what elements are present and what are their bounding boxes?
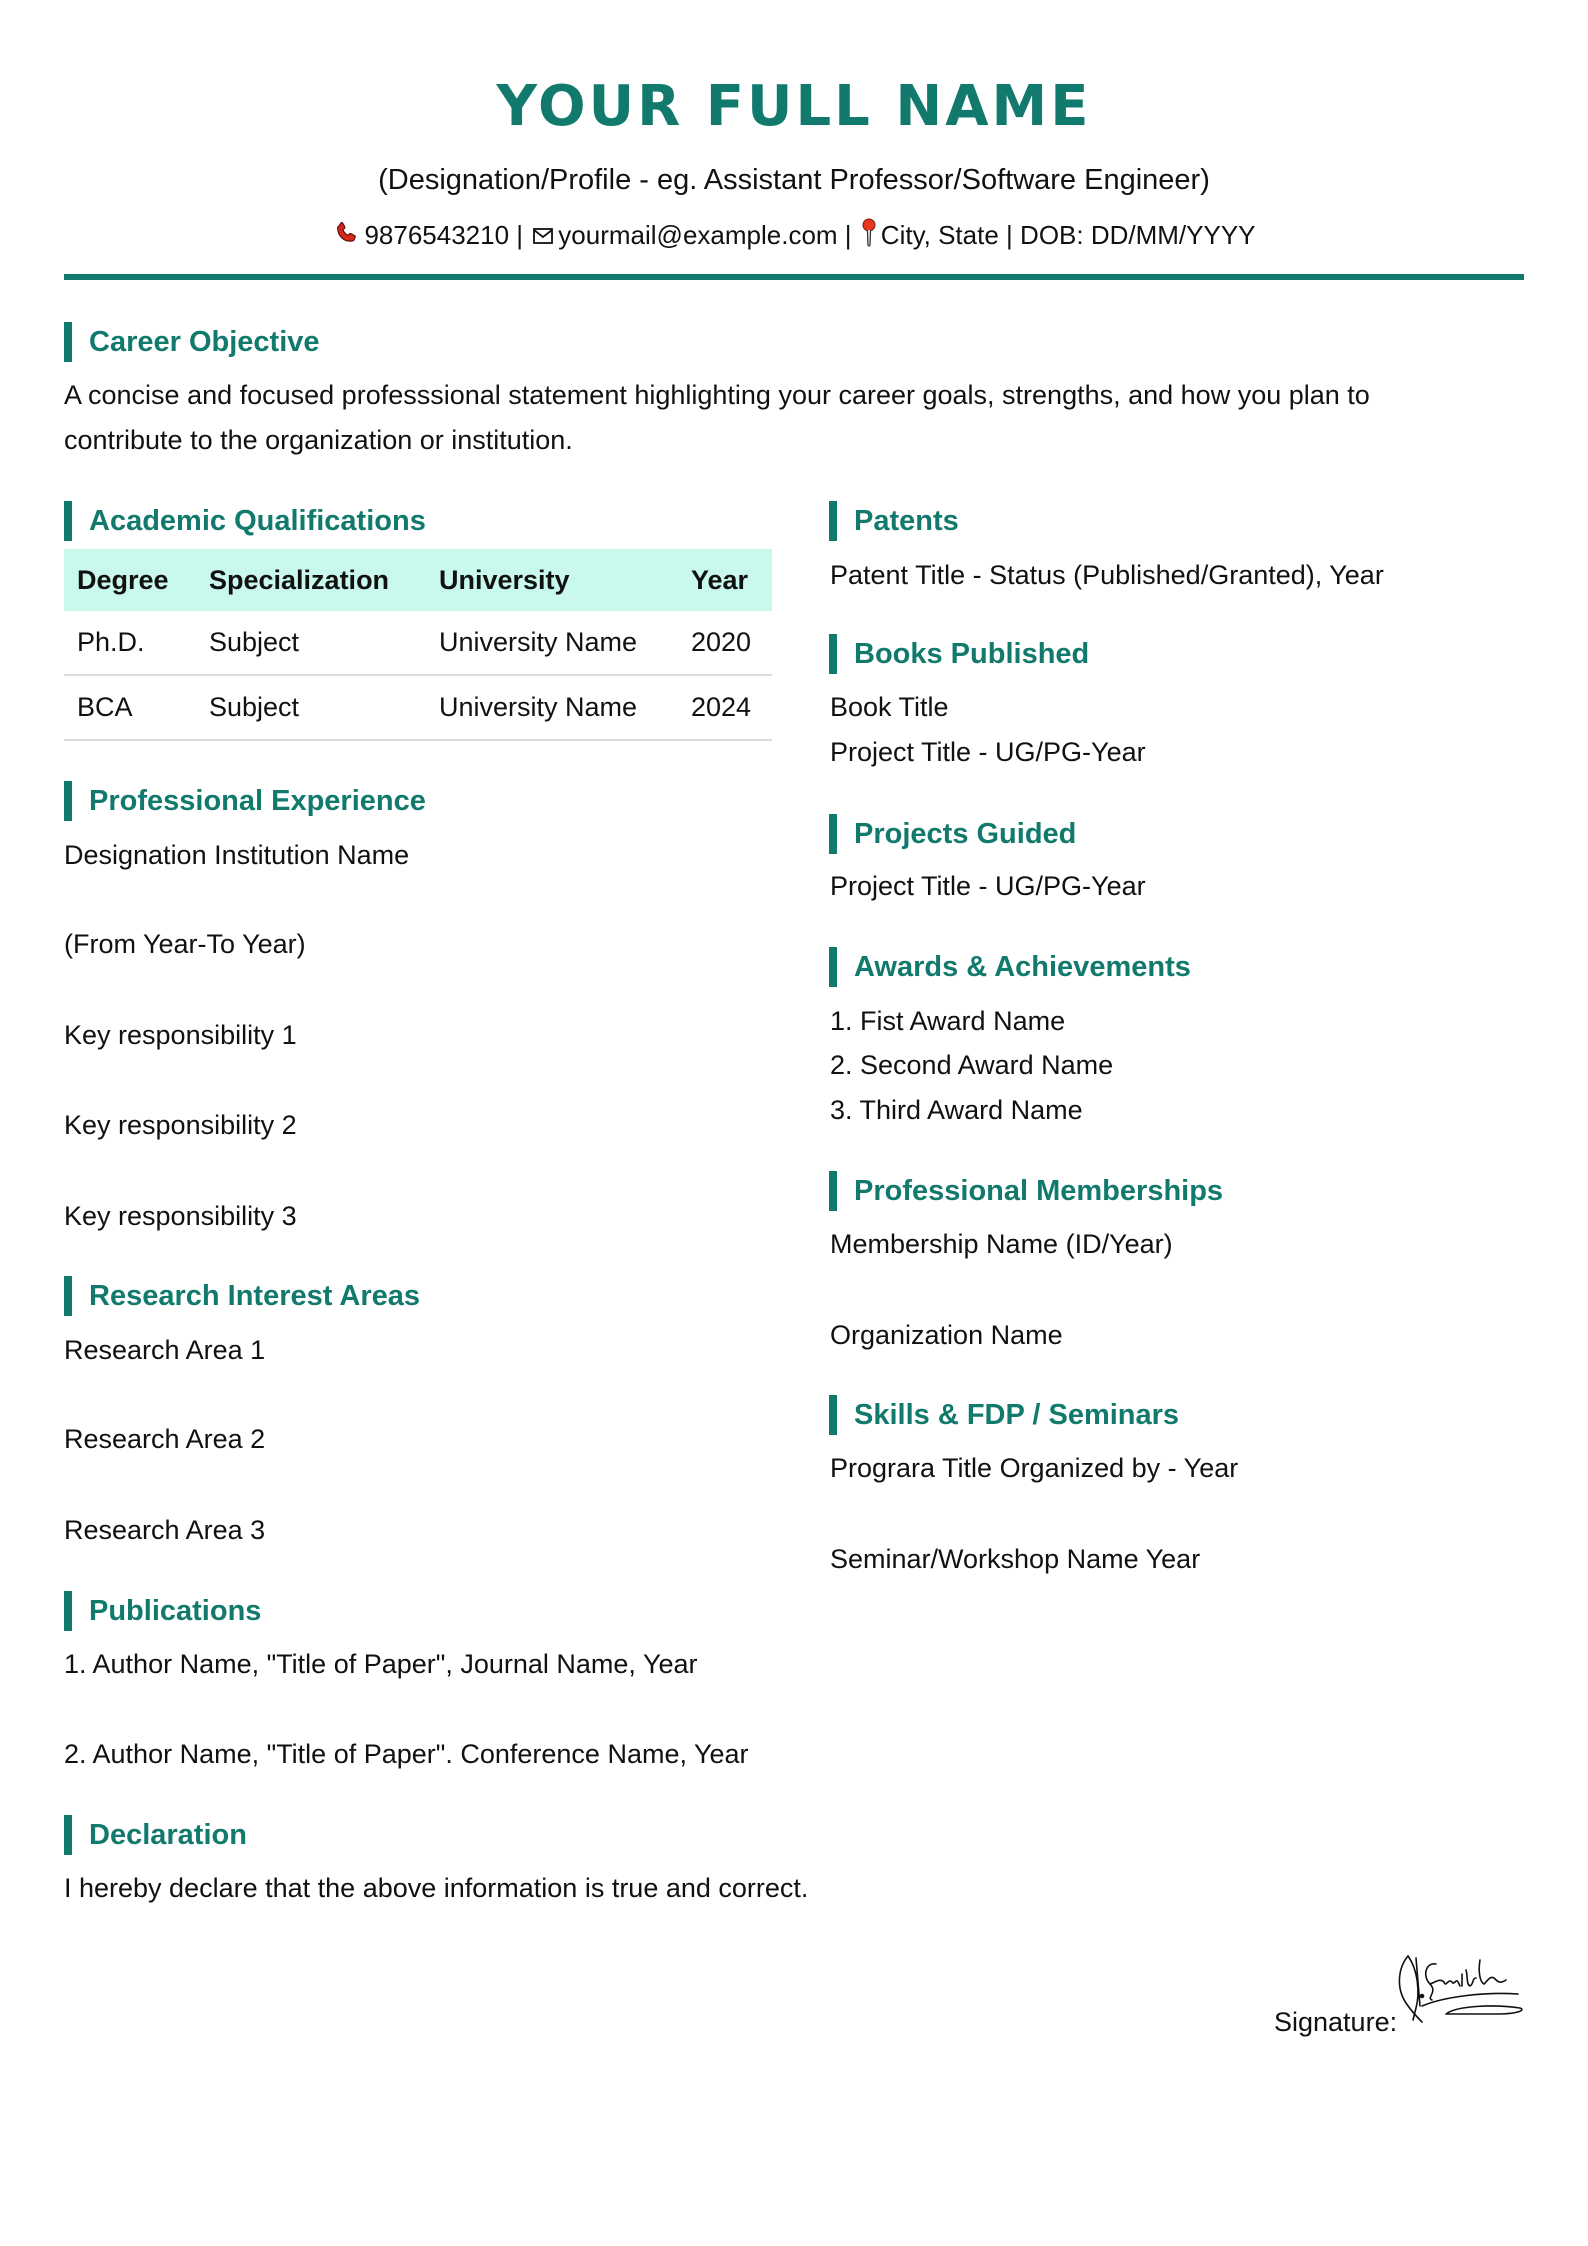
cell-specialization: Subject — [196, 675, 426, 740]
experience-item: Designation Institution Name — [64, 840, 410, 870]
section-publications — [64, 1591, 261, 1631]
signature-label: Signature: — [1274, 2007, 1398, 2037]
award-item: 3. Third Award Name — [830, 1095, 1083, 1125]
column-header-year: Year — [678, 549, 772, 611]
membership-item: Membership Name (ID/Year) — [830, 1229, 1173, 1259]
table-header-row — [64, 549, 772, 611]
cell-year: 2024 — [678, 675, 772, 740]
publication-item: 2. Author Name, "Title of Paper". Conference Name, Year — [64, 1739, 749, 1769]
phone-number: 9876543210 — [364, 220, 510, 250]
email-address: yourmail@example.com — [558, 220, 838, 250]
map-pin-icon — [861, 218, 877, 257]
section-title: Professional Memberships — [854, 1174, 1224, 1207]
designation: (Designation/Profile - eg. Assistant Professor/Software Engineer) — [378, 164, 1210, 196]
column-header-degree: Degree — [64, 549, 196, 611]
project-item: Project Title - UG/PG-Year — [830, 871, 1146, 901]
section-career-objective — [64, 322, 320, 362]
signature-image — [1396, 1948, 1536, 2032]
cell-year: 2020 — [678, 611, 772, 675]
experience-item: Key responsibility 3 — [64, 1201, 297, 1231]
declaration-text: I hereby declare that the above information is true and correct. — [64, 1873, 809, 1903]
section-accent-bar — [829, 947, 837, 987]
section-title: Academic Qualifications — [89, 504, 426, 537]
section-skills-seminars — [829, 1395, 1179, 1435]
section-accent-bar — [64, 1591, 72, 1631]
cell-degree: BCA — [64, 675, 196, 740]
section-title: Patents — [854, 504, 959, 537]
book-item: Book Title — [830, 692, 949, 722]
objective-line: A concise and focused professsional statement highlighting your career goals, strengths, and how you plan to — [64, 380, 1370, 410]
section-title: Declaration — [89, 1818, 247, 1851]
section-title: Research Interest Areas — [89, 1279, 420, 1312]
membership-item: Organization Name — [830, 1320, 1063, 1350]
patent-item: Patent Title - Status (Published/Granted), Year — [830, 560, 1384, 590]
section-accent-bar — [64, 1276, 72, 1316]
location: City, State — [880, 220, 999, 250]
column-header-specialization: Specialization — [196, 549, 426, 611]
award-item: 1. Fist Award Name — [830, 1006, 1066, 1036]
section-accent-bar — [64, 1815, 72, 1855]
section-title: Books Published — [854, 637, 1090, 670]
envelope-icon — [532, 219, 554, 255]
table-row — [64, 675, 772, 740]
publication-item: 1. Author Name, "Title of Paper", Journal Name, Year — [64, 1649, 698, 1679]
research-item: Research Area 1 — [64, 1335, 266, 1365]
date-of-birth: DOB: DD/MM/YYYY — [1020, 220, 1256, 250]
section-title: Awards & Achievements — [854, 950, 1191, 983]
section-professional-experience — [64, 781, 426, 821]
section-accent-bar — [64, 501, 72, 541]
section-declaration — [64, 1815, 247, 1855]
research-item: Research Area 3 — [64, 1515, 266, 1545]
academic-table — [64, 549, 772, 741]
section-accent-bar — [829, 634, 837, 674]
book-item: Project Title - UG/PG-Year — [830, 737, 1146, 767]
section-title: Career Objective — [89, 325, 320, 358]
cell-university: University Name — [426, 611, 678, 675]
table-row — [64, 611, 772, 675]
section-title: Skills & FDP / Seminars — [854, 1398, 1180, 1431]
award-item: 2. Second Award Name — [830, 1050, 1114, 1080]
cell-specialization: Subject — [196, 611, 426, 675]
section-title: Projects Guided — [854, 817, 1077, 850]
column-header-university: University — [426, 549, 678, 611]
phone-icon — [334, 219, 360, 255]
skill-item: Seminar/Workshop Name Year — [830, 1544, 1201, 1574]
section-projects-guided — [829, 814, 1076, 854]
research-item: Research Area 2 — [64, 1424, 266, 1454]
section-title: Professional Experience — [89, 784, 426, 817]
cell-degree: Ph.D. — [64, 611, 196, 675]
skill-item: Prograra Title Organized by - Year — [830, 1453, 1239, 1483]
section-accent-bar — [829, 1395, 837, 1435]
section-research-interest-areas — [64, 1276, 420, 1316]
section-accent-bar — [829, 814, 837, 854]
experience-item: Key responsibility 1 — [64, 1020, 297, 1050]
objective-line: contribute to the organization or institution. — [64, 425, 573, 455]
section-patents — [829, 501, 959, 541]
section-awards-achievements — [829, 947, 1191, 987]
section-title: Publications — [89, 1594, 262, 1627]
section-accent-bar — [829, 1171, 837, 1211]
header-divider — [64, 274, 1524, 280]
section-accent-bar — [64, 322, 72, 362]
section-academic-qualifications — [64, 501, 426, 541]
section-accent-bar — [64, 781, 72, 821]
section-accent-bar — [829, 501, 837, 541]
experience-item: (From Year-To Year) — [64, 929, 306, 959]
cell-university: University Name — [426, 675, 678, 740]
section-books-published — [829, 634, 1089, 674]
contact-line: 9876543210 | yourmail@example.com | City, State | DOB: DD/MM/YYYY — [0, 217, 1588, 257]
full-name: YOUR FULL NAME — [496, 74, 1092, 139]
experience-item: Key responsibility 2 — [64, 1110, 297, 1140]
section-professional-memberships — [829, 1171, 1223, 1211]
